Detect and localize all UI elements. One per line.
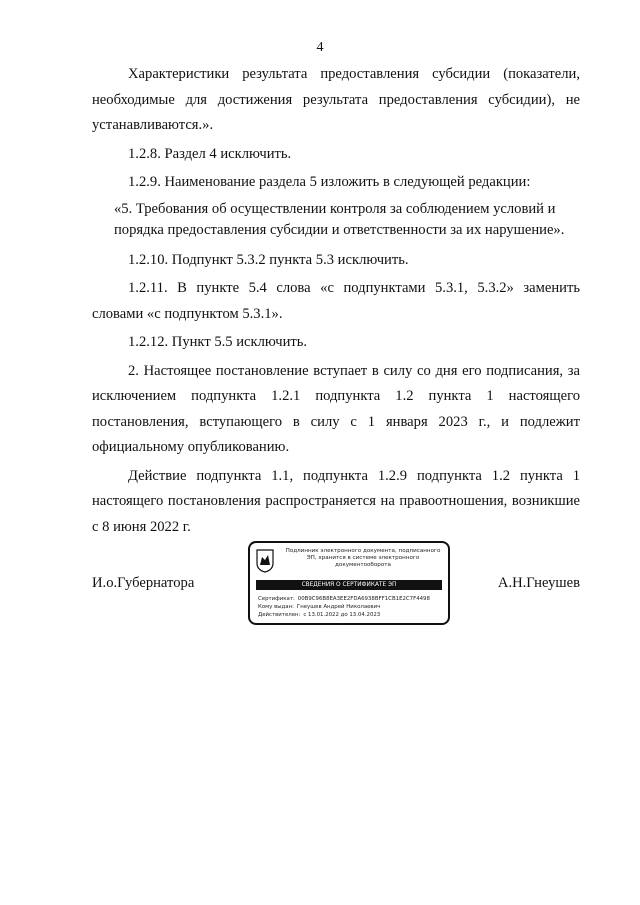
stamp-note: Подлинник электронного документа, подписанного ЭП, хранится в системе электронного документооборота (285, 548, 441, 568)
validity-label: Действителен: (258, 612, 301, 618)
coat-of-arms-icon (256, 549, 274, 573)
paragraph: Действие подпункта 1.1, подпункта 1.2.9 подпункта 1.2 пункта 1 настоящего постановления распространяется на правоотношения, возникшие с 8 июня 2022 г. (92, 467, 580, 535)
stamp-title: СВЕДЕНИЯ О СЕРТИФИКАТЕ ЭП (256, 580, 442, 590)
certificate-value: 00B9C96B8EA3EE2FDA6938BFF1CB1E2C7F4498 (297, 596, 430, 602)
owner-line (258, 603, 430, 611)
owner-label: Кому выдан: (258, 604, 294, 610)
validity-line (258, 611, 430, 619)
e-signature-stamp (248, 541, 450, 625)
paragraph: 1.2.8. Раздел 4 исключить. (128, 145, 292, 162)
paragraph: 1.2.11. В пункте 5.4 слова «с подпунктами 5.3.1, 5.3.2» заменить словами «с подпунктом 5.3.1». (92, 280, 580, 322)
signer-position: И.о.Губернатора (92, 575, 195, 591)
certificate-label: Сертификат: (258, 596, 295, 602)
certificate-details (258, 595, 430, 619)
paragraph: 1.2.9. Наименование раздела 5 изложить в следующей редакции: (128, 174, 531, 190)
paragraph: 1.2.12. Пункт 5.5 исключить. (128, 334, 308, 350)
owner-value: Гнеушев Андрей Николаевич (296, 604, 381, 610)
paragraph: 2. Настоящее постановление вступает в силу со дня его подписания, за исключением подпункта 1.2.1 подпункта 1.2 пункта 1 настоящего постановления, вступающего в силу с 1 января 2023 г., и подлежит официальному опубликованию. (92, 362, 580, 455)
section-title-quote: «5. Требования об осуществлении контроля за соблюдением условий и порядка предоставления субсидии и ответственности за их нарушение». (114, 200, 565, 238)
validity-value: с 13.01.2022 до 13.04.2023 (303, 612, 381, 618)
document-body (92, 62, 580, 543)
certificate-line (258, 595, 430, 603)
paragraph: 1.2.10. Подпункт 5.3.2 пункта 5.3 исключить. (128, 251, 409, 268)
paragraph: Характеристики результата предоставления субсидии (показатели, необходимые для достижения результата предоставления субсидии), не устанавливаются.». (92, 66, 580, 133)
page-number: 4 (316, 40, 324, 55)
signer-name: А.Н.Гнеушев (497, 575, 580, 591)
